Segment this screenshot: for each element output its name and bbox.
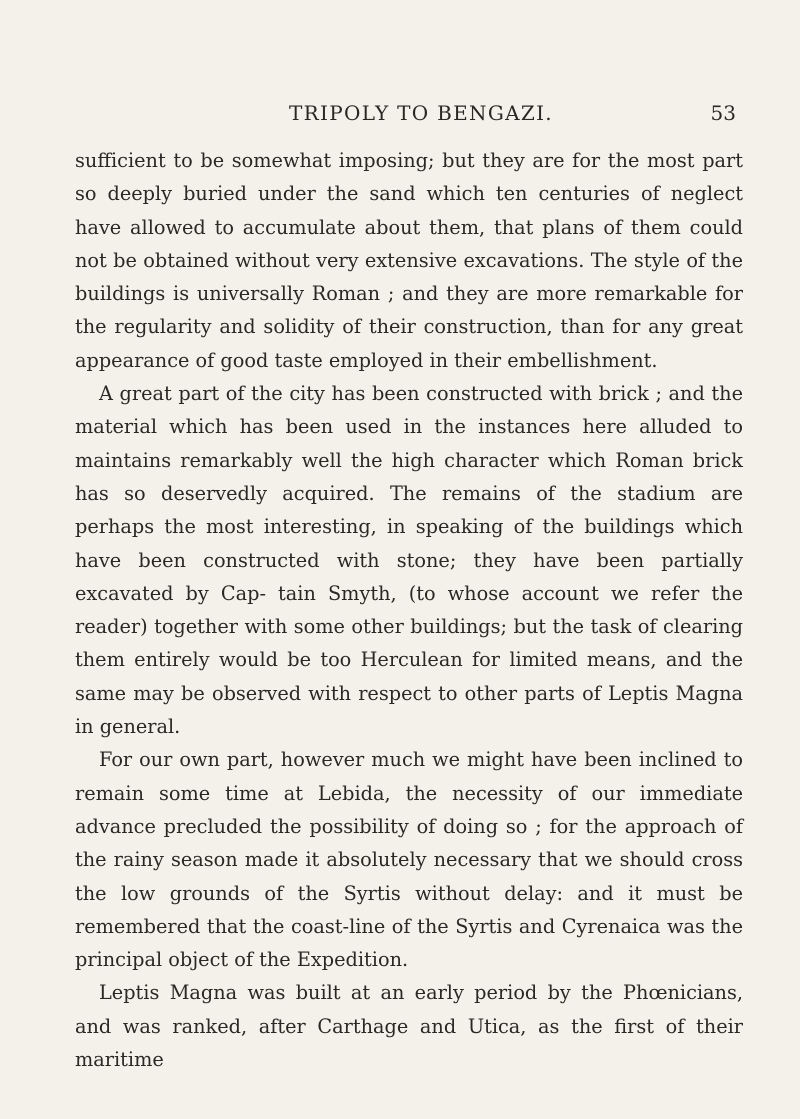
body-text bbox=[75, 144, 743, 1076]
paragraph-1: sufficient to be somewhat imposing; but they are for the most part so deeply buried under the sand which ten centuries of neglect have allowed to accumulate about them, that plans of them could not be obtained without very extensive excavations. The style of the buildings is universally Roman ; and they are more remarkable for the regularity and solidity of their construction, than for any great appearance of good taste employed in their embellishment. bbox=[75, 149, 743, 372]
running-head bbox=[60, 96, 740, 130]
paragraph-3: For our own part, however much we might have been inclined to remain some time at Lebida, the necessity of our immediate advance precluded the possibility of doing so ; for the approach of the rainy season made it absolutely necessary that we should cross the low grounds of the Syrtis without delay: and it must be remembered that the coast-line of the Syrtis and Cyrenaica was the principal object of the Expedition. bbox=[75, 748, 743, 972]
running-title: TRIPOLY TO BENGAZI. bbox=[289, 101, 553, 125]
page-number: 53 bbox=[710, 101, 736, 125]
paragraph-2: A great part of the city has been constructed with brick ; and the material which has been used in the instances here alluded to maintains remarkably well the high character which Roman brick has so deservedly acquired. The remains of the stadium are perhaps the most interesting, in speaking of the buildings which have been constructed with stone; they have been partially excavated by Cap- tain Smyth, (to whose account we refer the reader) together with some other buildings; but the task of clearing them entirely would be too Herculean for limited means, and the same may be observed with respect to other parts of Leptis Magna in general. bbox=[75, 382, 743, 739]
paragraph-4: Leptis Magna was built at an early period by the Phœnicians, and was ranked, after Carthage and Utica, as the first of their maritime bbox=[75, 981, 743, 1072]
